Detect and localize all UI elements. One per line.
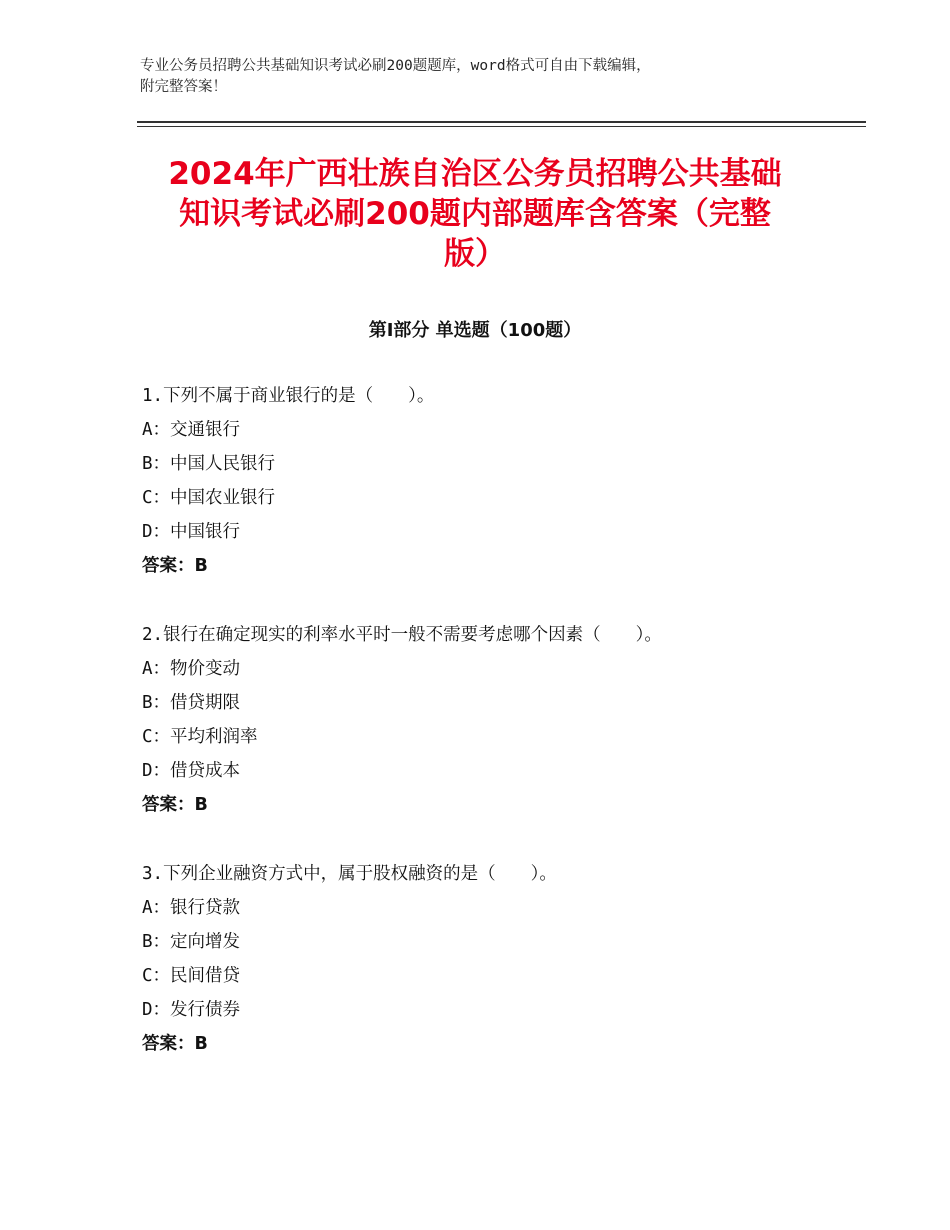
option-b: B：中国人民银行 bbox=[142, 454, 276, 474]
option-d: D：借贷成本 bbox=[142, 761, 241, 781]
answer: 答案：B bbox=[142, 556, 208, 576]
option-c: C：民间借贷 bbox=[142, 966, 241, 986]
option-a: A：交通银行 bbox=[142, 420, 241, 440]
document-title bbox=[130, 154, 820, 274]
question-text: 1.下列不属于商业银行的是（ ）。 bbox=[142, 386, 435, 406]
option-c: C：平均利润率 bbox=[142, 727, 258, 747]
question-block bbox=[142, 618, 862, 822]
answer: 答案：B bbox=[142, 1034, 208, 1054]
title-line: 版） bbox=[444, 236, 506, 272]
option-b: B：定向增发 bbox=[142, 932, 241, 952]
option-d: D：发行债券 bbox=[142, 1000, 241, 1020]
question-block bbox=[142, 857, 862, 1061]
question-text: 2.银行在确定现实的利率水平时一般不需要考虑哪个因素（ ）。 bbox=[142, 625, 662, 645]
title-line: 2024年广西壮族自治区公务员招聘公共基础 bbox=[168, 156, 782, 192]
header-divider-thin bbox=[137, 126, 866, 127]
answer: 答案：B bbox=[142, 795, 208, 815]
option-d: D：中国银行 bbox=[142, 522, 241, 542]
option-b: B：借贷期限 bbox=[142, 693, 241, 713]
question-block bbox=[142, 379, 862, 583]
header-note bbox=[140, 56, 820, 98]
header-note-line: 专业公务员招聘公共基础知识考试必刷200题题库，word格式可自由下载编辑， bbox=[140, 58, 651, 74]
header-divider bbox=[137, 121, 866, 123]
header-note-line: 附完整答案！ bbox=[140, 79, 227, 95]
option-c: C：中国农业银行 bbox=[142, 488, 276, 508]
title-line: 知识考试必刷200题内部题库含答案（完整 bbox=[179, 196, 771, 232]
option-a: A：银行贷款 bbox=[142, 898, 241, 918]
option-a: A：物价变动 bbox=[142, 659, 241, 679]
section-title: 第Ⅰ部分 单选题（100题） bbox=[368, 320, 582, 341]
question-text: 3.下列企业融资方式中，属于股权融资的是（ ）。 bbox=[142, 864, 557, 884]
